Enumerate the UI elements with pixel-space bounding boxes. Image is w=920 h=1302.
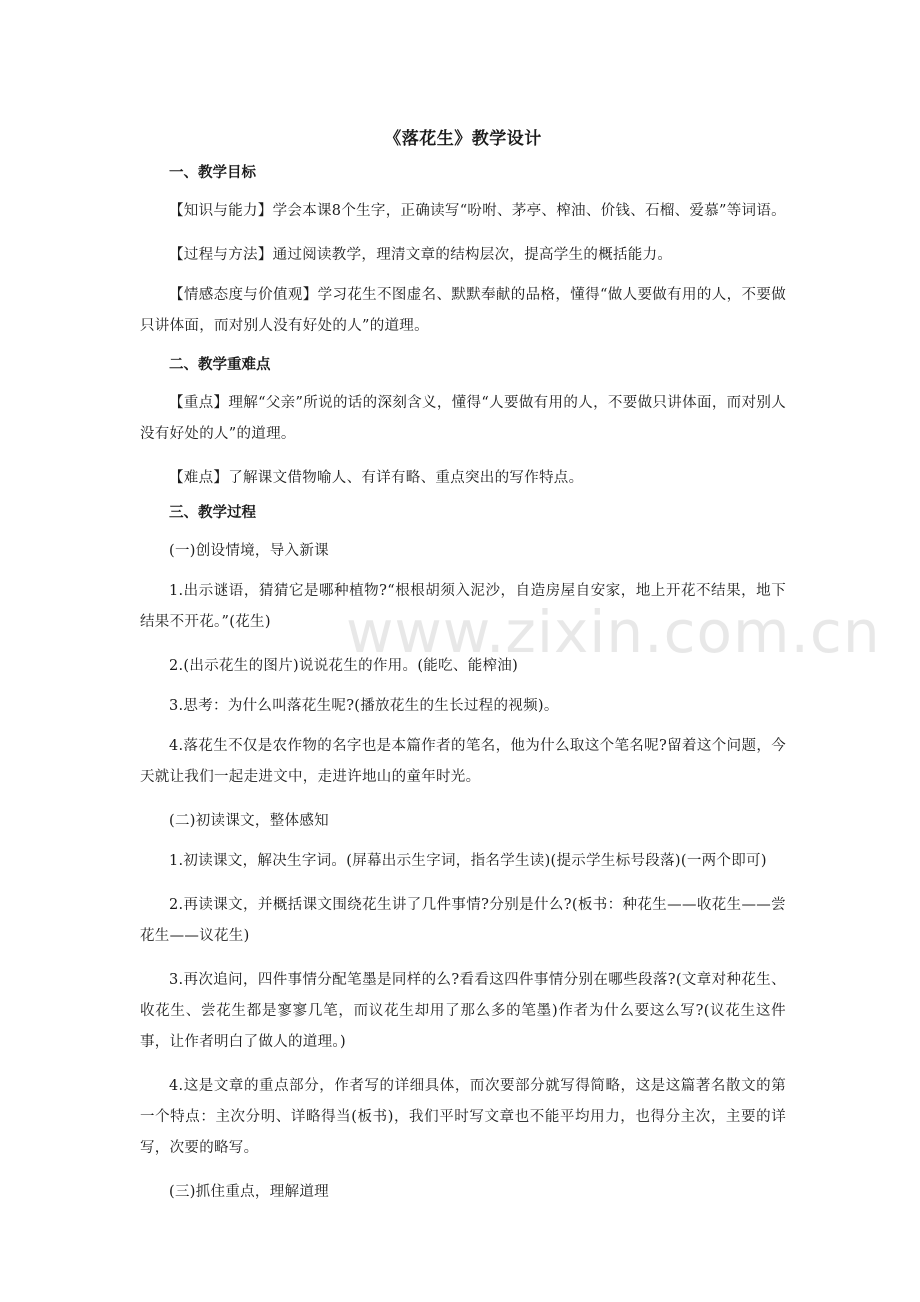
paragraph-riddle: 1.出示谜语，猜猜它是哪种植物?“根根胡须入泥沙，自造房屋自安家，地上开花不结果，地下结果不开花。”(花生) xyxy=(140,583,786,630)
subheading-first-reading: (二)初读课文，整体感知 xyxy=(169,813,329,829)
paragraph-think: 3.思考：为什么叫落花生呢?(播放花生的生长过程的视频)。 xyxy=(169,698,559,714)
paragraph-pen-name: 4.落花生不仅是农作物的名字也是本篇作者的笔名，他为什么取这个笔名呢?留着这个问题，今天就让我们一起走进文中，走进许地山的童年时光。 xyxy=(140,738,786,785)
document-body xyxy=(140,124,786,1217)
section-heading-objectives: 一、教学目标 xyxy=(169,164,256,181)
section-heading-key-points: 二、教学重难点 xyxy=(169,356,271,373)
subheading-intro: (一)创设情境，导入新课 xyxy=(169,543,329,559)
paragraph-difficulty: 【难点】了解课文借物喻人、有详有略、重点突出的写作特点。 xyxy=(169,470,584,486)
paragraph-new-words: 1.初读课文，解决生字词。(屏幕出示生字词，指名学生读)(提示学生标号段落)(一两个即可) xyxy=(169,853,767,869)
document-title: 《落花生》教学设计 xyxy=(384,129,542,149)
paragraph-key-point: 【重点】理解“父亲”所说的话的深刻含义，懂得“人要做有用的人，不要做只讲体面，而对别人没有好处的人”的道理。 xyxy=(140,395,786,442)
subheading-focus: (三)抓住重点，理解道理 xyxy=(169,1184,329,1200)
paragraph-process: 【过程与方法】通过阅读教学，理清文章的结构层次，提高学生的概括能力。 xyxy=(169,247,673,263)
paragraph-key-part: 4.这是文章的重点部分，作者写的详细具体，而次要部分就写得简略，这是这篇著名散文的第一个特点：主次分明、详略得当(板书)，我们平时写文章也不能平均用力，也得分主次，主要的详写，次要的略写。 xyxy=(140,1078,786,1156)
paragraph-picture: 2.(出示花生的图片)说说花生的作用。(能吃、能榨油) xyxy=(169,658,519,674)
section-heading-process: 三、教学过程 xyxy=(169,504,256,521)
watermark-text: www.zixin.com.cn xyxy=(346,598,881,666)
paragraph-summary: 2.再读课文，并概括课文围绕花生讲了几件事情?分别是什么?(板书：种花生——收花生——尝花生——议花生) xyxy=(140,897,786,944)
paragraph-follow-up: 3.再次追问，四件事情分配笔墨是同样的么?看看这四件事情分别在哪些段落?(文章对种花生、收花生、尝花生都是寥寥几笔，而议花生却用了那么多的笔墨)作者为什么要这么写?(议花生这件事，让作者明白了做人的道理。) xyxy=(140,972,786,1050)
paragraph-knowledge: 【知识与能力】学会本课8个生字，正确读写“吩咐、茅亭、榨油、价钱、石榴、爱慕”等词语。 xyxy=(169,203,786,219)
paragraph-values: 【情感态度与价值观】学习花生不图虚名、默默奉献的品格，懂得“做人要做有用的人，不要做只讲体面，而对别人没有好处的人”的道理。 xyxy=(140,287,786,334)
